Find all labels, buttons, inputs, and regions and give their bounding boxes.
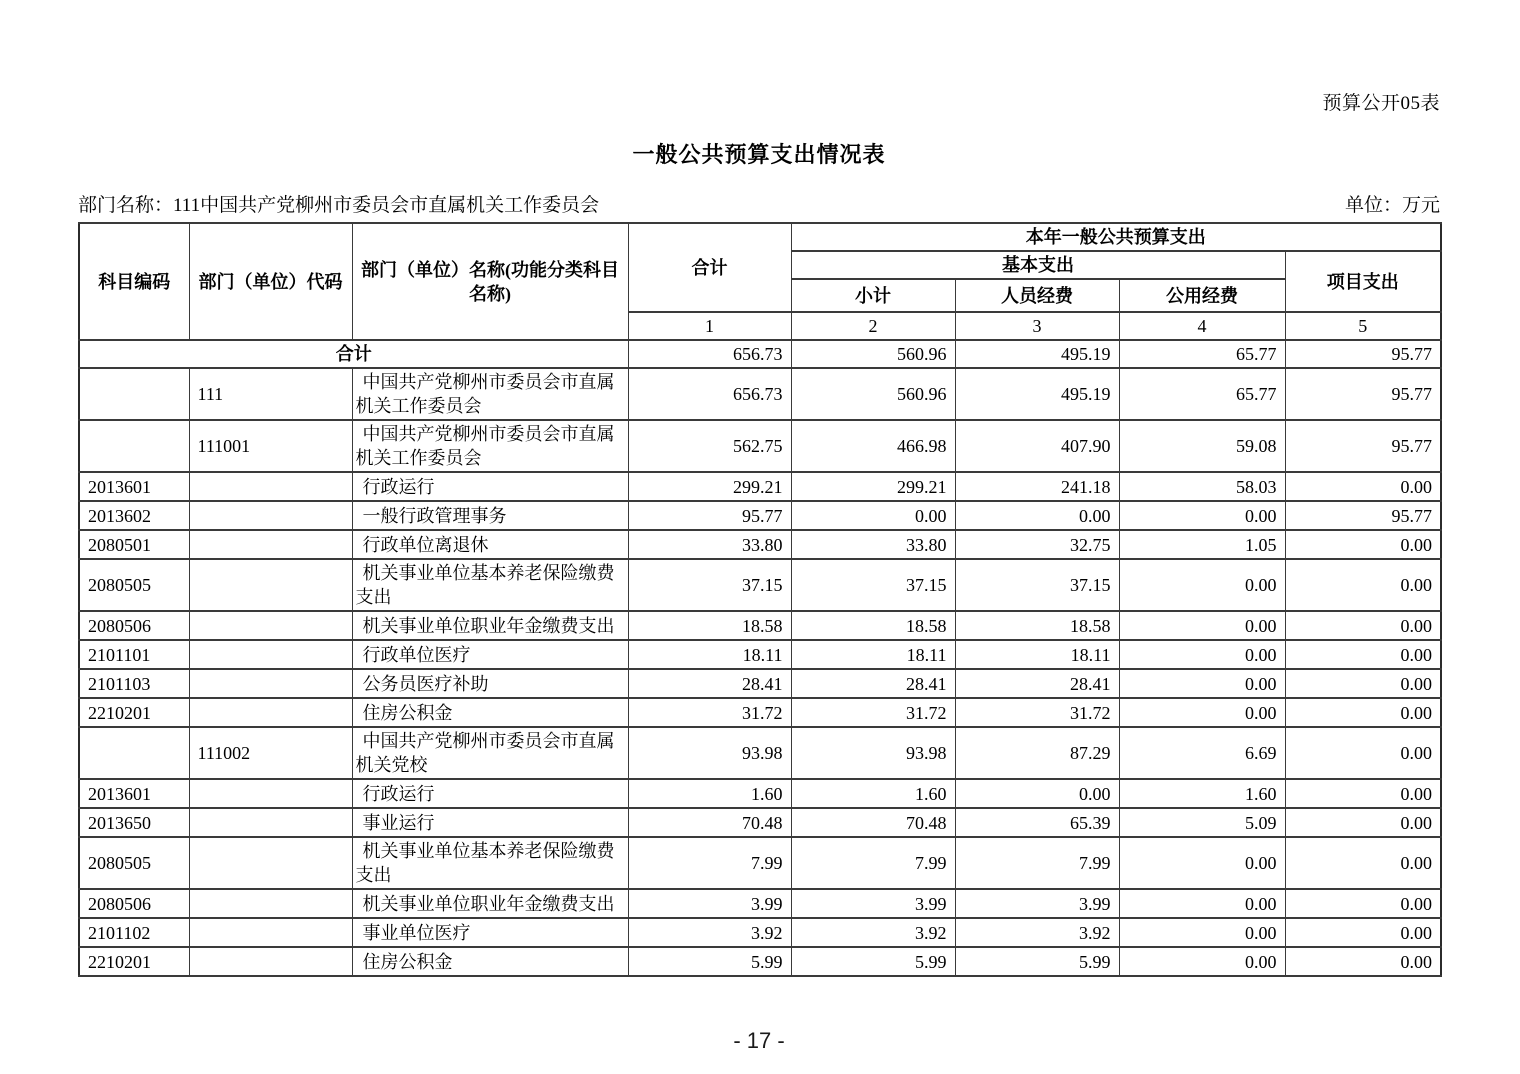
name-cell: 住房公积金 — [352, 698, 628, 727]
project-value-cell: 95.77 — [1285, 368, 1441, 420]
public-value-cell: 0.00 — [1119, 559, 1285, 611]
grand-total-subtotal: 560.96 — [791, 340, 955, 368]
department-name-label: 部门名称：111中国共产党柳州市委员会市直属机关工作委员会 — [78, 195, 600, 216]
table-row — [79, 501, 1441, 530]
public-value-cell: 1.60 — [1119, 779, 1285, 808]
dept-code-cell: 111 — [189, 368, 352, 420]
project-value-cell: 0.00 — [1285, 559, 1441, 611]
subject-code-cell: 2101103 — [79, 669, 189, 698]
doc-form-label: 预算公开05表 — [1322, 93, 1440, 114]
total-value-cell: 37.15 — [628, 559, 791, 611]
table-row — [79, 368, 1441, 420]
dept-code-cell — [189, 501, 352, 530]
subject-code-cell: 2080505 — [79, 559, 189, 611]
project-value-cell: 0.00 — [1285, 779, 1441, 808]
total-value-cell: 95.77 — [628, 501, 791, 530]
project-value-cell: 0.00 — [1285, 889, 1441, 918]
dept-code-cell — [189, 947, 352, 976]
dept-code-cell — [189, 808, 352, 837]
dept-code-cell — [189, 611, 352, 640]
subtotal-value-cell: 70.48 — [791, 808, 955, 837]
table-row — [79, 698, 1441, 727]
project-value-cell: 95.77 — [1285, 501, 1441, 530]
total-value-cell: 93.98 — [628, 727, 791, 779]
budget-table — [78, 222, 1442, 977]
personnel-value-cell: 495.19 — [955, 368, 1119, 420]
header-current-year-group: 本年一般公共预算支出 — [791, 223, 1441, 251]
column-index-2: 2 — [791, 312, 955, 340]
subject-code-cell: 2101102 — [79, 918, 189, 947]
header-basic-group: 基本支出 — [791, 251, 1285, 279]
subject-code-cell — [79, 368, 189, 420]
table-row — [79, 837, 1441, 889]
personnel-value-cell: 37.15 — [955, 559, 1119, 611]
personnel-value-cell: 0.00 — [955, 501, 1119, 530]
public-value-cell: 58.03 — [1119, 472, 1285, 501]
table-row — [79, 918, 1441, 947]
personnel-value-cell: 87.29 — [955, 727, 1119, 779]
name-cell: 行政运行 — [352, 472, 628, 501]
public-value-cell: 5.09 — [1119, 808, 1285, 837]
header-subtotal: 小计 — [791, 279, 955, 312]
subject-code-cell: 2080506 — [79, 611, 189, 640]
personnel-value-cell: 3.92 — [955, 918, 1119, 947]
name-cell: 行政单位离退休 — [352, 530, 628, 559]
table-row — [79, 779, 1441, 808]
total-value-cell: 3.99 — [628, 889, 791, 918]
header-subject-code: 科目编码 — [79, 223, 189, 340]
subject-code-cell: 2013601 — [79, 779, 189, 808]
subtotal-value-cell: 466.98 — [791, 420, 955, 472]
subtotal-value-cell: 560.96 — [791, 368, 955, 420]
grand-total-row — [79, 340, 1441, 368]
header-dept-code: 部门（单位）代码 — [189, 223, 352, 340]
project-value-cell: 0.00 — [1285, 698, 1441, 727]
project-value-cell: 0.00 — [1285, 611, 1441, 640]
personnel-value-cell: 18.11 — [955, 640, 1119, 669]
public-value-cell: 0.00 — [1119, 611, 1285, 640]
subtotal-value-cell: 33.80 — [791, 530, 955, 559]
dept-code-cell — [189, 918, 352, 947]
grand-total-public: 65.77 — [1119, 340, 1285, 368]
table-row — [79, 420, 1441, 472]
table-row — [79, 472, 1441, 501]
subject-code-cell — [79, 727, 189, 779]
column-index-1: 1 — [628, 312, 791, 340]
header-total: 合计 — [628, 223, 791, 312]
subtotal-value-cell: 28.41 — [791, 669, 955, 698]
column-index-3: 3 — [955, 312, 1119, 340]
total-value-cell: 299.21 — [628, 472, 791, 501]
subject-code-cell: 2013601 — [79, 472, 189, 501]
project-value-cell: 0.00 — [1285, 727, 1441, 779]
dept-code-cell — [189, 779, 352, 808]
public-value-cell: 59.08 — [1119, 420, 1285, 472]
table-row — [79, 808, 1441, 837]
name-cell: 公务员医疗补助 — [352, 669, 628, 698]
public-value-cell: 0.00 — [1119, 501, 1285, 530]
personnel-value-cell: 241.18 — [955, 472, 1119, 501]
personnel-value-cell: 32.75 — [955, 530, 1119, 559]
subtotal-value-cell: 18.58 — [791, 611, 955, 640]
subtotal-value-cell: 7.99 — [791, 837, 955, 889]
project-value-cell: 0.00 — [1285, 947, 1441, 976]
name-cell: 行政单位医疗 — [352, 640, 628, 669]
total-value-cell: 656.73 — [628, 368, 791, 420]
column-index-5: 5 — [1285, 312, 1441, 340]
name-cell: 行政运行 — [352, 779, 628, 808]
personnel-value-cell: 5.99 — [955, 947, 1119, 976]
table-row — [79, 640, 1441, 669]
project-value-cell: 0.00 — [1285, 530, 1441, 559]
subtotal-value-cell: 3.99 — [791, 889, 955, 918]
subject-code-cell: 2013602 — [79, 501, 189, 530]
project-value-cell: 95.77 — [1285, 420, 1441, 472]
page-number: - 17 - — [733, 1028, 785, 1053]
table-row — [79, 611, 1441, 640]
subtotal-value-cell: 5.99 — [791, 947, 955, 976]
personnel-value-cell: 31.72 — [955, 698, 1119, 727]
subject-code-cell: 2210201 — [79, 698, 189, 727]
subtotal-value-cell: 18.11 — [791, 640, 955, 669]
public-value-cell: 6.69 — [1119, 727, 1285, 779]
personnel-value-cell: 3.99 — [955, 889, 1119, 918]
subtotal-value-cell: 93.98 — [791, 727, 955, 779]
name-cell: 机关事业单位基本养老保险缴费支出 — [352, 837, 628, 889]
subject-code-cell: 2080505 — [79, 837, 189, 889]
dept-code-cell: 111001 — [189, 420, 352, 472]
total-value-cell: 33.80 — [628, 530, 791, 559]
dept-code-cell — [189, 530, 352, 559]
project-value-cell: 0.00 — [1285, 472, 1441, 501]
page-title: 一般公共预算支出情况表 — [632, 142, 886, 167]
subtotal-value-cell: 0.00 — [791, 501, 955, 530]
dept-code-cell — [189, 472, 352, 501]
dept-code-cell — [189, 698, 352, 727]
personnel-value-cell: 0.00 — [955, 779, 1119, 808]
header-personnel: 人员经费 — [955, 279, 1119, 312]
total-value-cell: 18.11 — [628, 640, 791, 669]
total-value-cell: 5.99 — [628, 947, 791, 976]
header-dept-name: 部门（单位）名称(功能分类科目名称) — [352, 223, 628, 340]
column-index-4: 4 — [1119, 312, 1285, 340]
total-value-cell: 562.75 — [628, 420, 791, 472]
total-value-cell: 7.99 — [628, 837, 791, 889]
total-value-cell: 18.58 — [628, 611, 791, 640]
name-cell: 一般行政管理事务 — [352, 501, 628, 530]
grand-total-personnel: 495.19 — [955, 340, 1119, 368]
project-value-cell: 0.00 — [1285, 808, 1441, 837]
subject-code-cell: 2080506 — [79, 889, 189, 918]
total-value-cell: 3.92 — [628, 918, 791, 947]
name-cell: 机关事业单位职业年金缴费支出 — [352, 611, 628, 640]
table-row — [79, 559, 1441, 611]
table-row — [79, 727, 1441, 779]
name-cell: 中国共产党柳州市委员会市直属机关工作委员会 — [352, 420, 628, 472]
personnel-value-cell: 18.58 — [955, 611, 1119, 640]
subject-code-cell: 2101101 — [79, 640, 189, 669]
project-value-cell: 0.00 — [1285, 837, 1441, 889]
public-value-cell: 65.77 — [1119, 368, 1285, 420]
total-value-cell: 70.48 — [628, 808, 791, 837]
name-cell: 机关事业单位职业年金缴费支出 — [352, 889, 628, 918]
personnel-value-cell: 7.99 — [955, 837, 1119, 889]
personnel-value-cell: 28.41 — [955, 669, 1119, 698]
table-row — [79, 669, 1441, 698]
header-public: 公用经费 — [1119, 279, 1285, 312]
name-cell: 事业单位医疗 — [352, 918, 628, 947]
unit-label: 单位：万元 — [1344, 195, 1440, 216]
public-value-cell: 0.00 — [1119, 889, 1285, 918]
subject-code-cell: 2013650 — [79, 808, 189, 837]
subtotal-value-cell: 31.72 — [791, 698, 955, 727]
dept-code-cell — [189, 640, 352, 669]
public-value-cell: 0.00 — [1119, 947, 1285, 976]
dept-code-cell — [189, 837, 352, 889]
dept-code-cell — [189, 559, 352, 611]
project-value-cell: 0.00 — [1285, 669, 1441, 698]
public-value-cell: 0.00 — [1119, 640, 1285, 669]
name-cell: 中国共产党柳州市委员会市直属机关党校 — [352, 727, 628, 779]
dept-code-cell — [189, 669, 352, 698]
subtotal-value-cell: 37.15 — [791, 559, 955, 611]
dept-code-cell — [189, 889, 352, 918]
public-value-cell: 0.00 — [1119, 698, 1285, 727]
grand-total-label: 合计 — [79, 340, 628, 368]
personnel-value-cell: 65.39 — [955, 808, 1119, 837]
total-value-cell: 1.60 — [628, 779, 791, 808]
meta-line — [78, 190, 1440, 217]
table-row — [79, 947, 1441, 976]
public-value-cell: 0.00 — [1119, 837, 1285, 889]
name-cell: 住房公积金 — [352, 947, 628, 976]
public-value-cell: 0.00 — [1119, 669, 1285, 698]
grand-total-project: 95.77 — [1285, 340, 1441, 368]
subject-code-cell — [79, 420, 189, 472]
subtotal-value-cell: 299.21 — [791, 472, 955, 501]
total-value-cell: 31.72 — [628, 698, 791, 727]
project-value-cell: 0.00 — [1285, 918, 1441, 947]
total-value-cell: 28.41 — [628, 669, 791, 698]
dept-code-cell: 111002 — [189, 727, 352, 779]
name-cell: 事业运行 — [352, 808, 628, 837]
table-row — [79, 889, 1441, 918]
subtotal-value-cell: 3.92 — [791, 918, 955, 947]
subject-code-cell: 2080501 — [79, 530, 189, 559]
name-cell: 机关事业单位基本养老保险缴费支出 — [352, 559, 628, 611]
project-value-cell: 0.00 — [1285, 640, 1441, 669]
grand-total-sum: 656.73 — [628, 340, 791, 368]
table-row — [79, 530, 1441, 559]
subject-code-cell: 2210201 — [79, 947, 189, 976]
personnel-value-cell: 407.90 — [955, 420, 1119, 472]
header-project: 项目支出 — [1285, 251, 1441, 312]
name-cell: 中国共产党柳州市委员会市直属机关工作委员会 — [352, 368, 628, 420]
subtotal-value-cell: 1.60 — [791, 779, 955, 808]
public-value-cell: 0.00 — [1119, 918, 1285, 947]
public-value-cell: 1.05 — [1119, 530, 1285, 559]
